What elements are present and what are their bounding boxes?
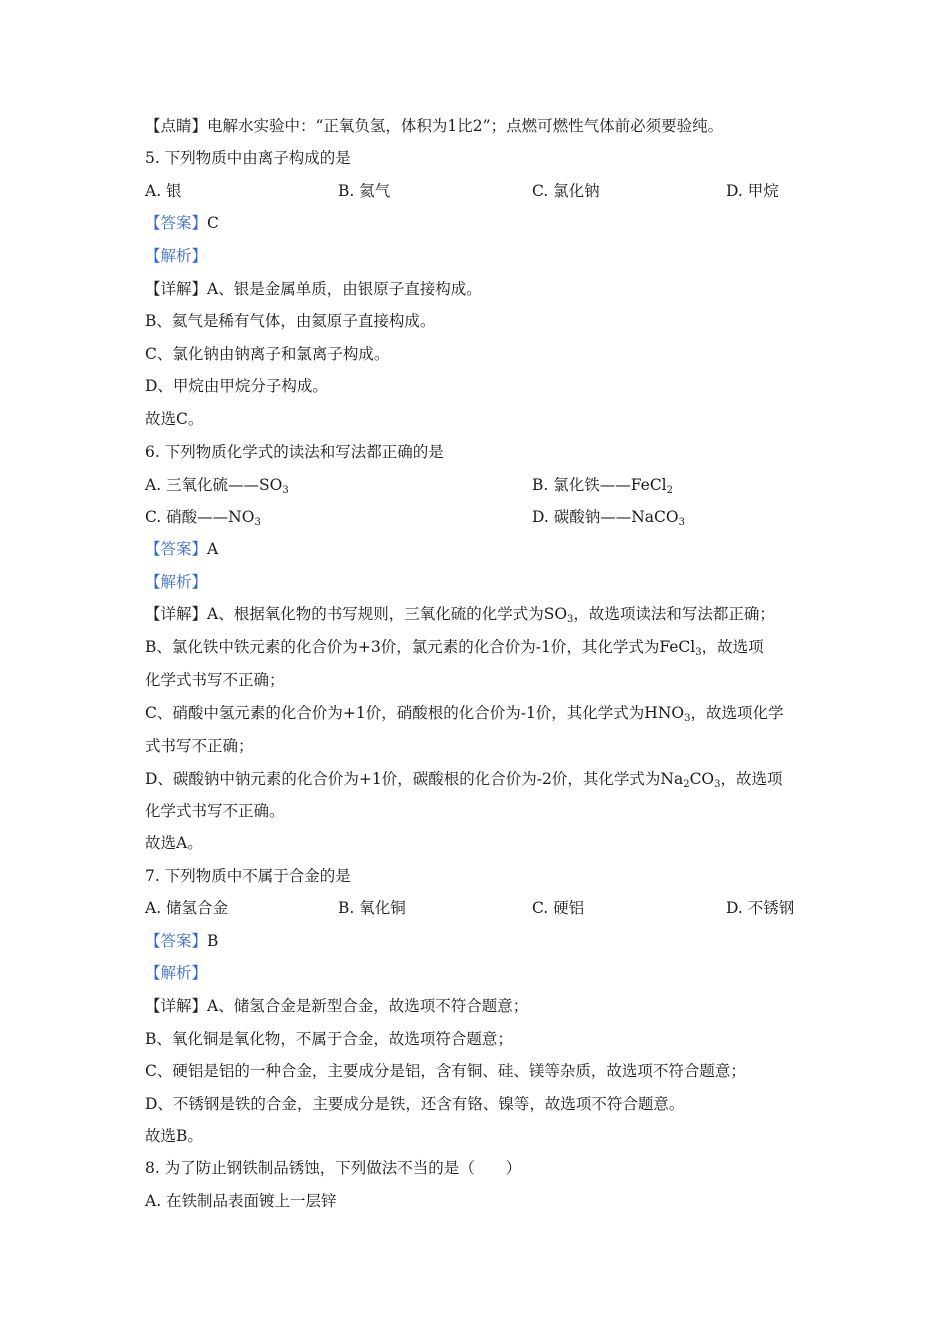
question-6: 6. 下列物质化学式的读法和写法都正确的是 (145, 443, 444, 461)
q5-explain-2: B、氦气是稀有气体，由氦原子直接构成。 (145, 312, 436, 330)
answer-value: A (207, 540, 219, 558)
q5-explain-3: C、氯化钠由钠离子和氯离子构成。 (145, 345, 390, 363)
answer-tag: 【答案】 (145, 214, 208, 232)
q6-explain-3: C、硝酸中氢元素的化合价为+1价，硝酸根的化合价为-1价，其化学式为$HNO_3$，故选项化学 (145, 704, 784, 724)
q7-explain-1: 【详解】A、储氢合金是新型合金，故选项不符合题意； (145, 997, 529, 1015)
q6-explain-1: 【详解】A、根据氧化物的书写规则，三氧化硫的化学式为$SO_3$，故选项读法和写法都正确； (145, 605, 775, 625)
q7-option-b: B. 氧化铜 (338, 899, 406, 917)
dianjing-line: 【点睛】电解水实验中：“正氧负氢，体积为1比2”；点燃可燃性气体前必须要验纯。 (145, 117, 724, 135)
q6-conclusion: 故选A。 (145, 834, 203, 852)
question-5: 5. 下列物质中由离子构成的是 (145, 149, 351, 167)
q7-conclusion: 故选B。 (145, 1127, 203, 1145)
q6-option-b: B. 氯化铁——FeCl$_2$ (532, 476, 674, 496)
q6-option-c: C. 硝酸$——NO_3$ (145, 508, 261, 528)
q5-analysis-tag: 【解析】 (145, 247, 208, 265)
q6-analysis-tag: 【解析】 (145, 573, 208, 591)
q6-option-a: A. 三氧化硫$——SO_3$ (145, 476, 289, 496)
q5-answer (145, 212, 219, 234)
q6-explain-2-cont: 化学式书写不正确； (145, 671, 285, 689)
q6-answer (145, 538, 218, 560)
q6-explain-2: B、氯化铁中铁元素的化合价为+3价，氯元素的化合价为-1价，其化学式为FeCl$_3$，故选项 (145, 638, 764, 658)
q7-option-d: D. 不锈钢 (726, 899, 795, 917)
q7-analysis-tag: 【解析】 (145, 964, 208, 982)
q5-option-d: D. 甲烷 (726, 182, 779, 200)
answer-tag: 【答案】 (145, 540, 208, 558)
q7-option-a: A. 储氢合金 (145, 899, 229, 917)
q6-explain-3-cont: 式书写不正确； (145, 737, 254, 755)
q5-option-a: A. 银 (145, 182, 182, 200)
q5-option-c: C. 氯化钠 (532, 182, 600, 200)
q7-answer (145, 930, 218, 952)
q5-explain-1: 【详解】A、银是金属单质，由银原子直接构成。 (145, 280, 482, 298)
q6-explain-4: D、碳酸钠中钠元素的化合价为+1价，碳酸根的化合价为-2价，其化学式为$Na_2CO_3$，故选项 (145, 770, 783, 790)
q8-option-a: A. 在铁制品表面镀上一层锌 (145, 1192, 337, 1210)
q7-explain-2: B、氧化铜是氧化物，不属于合金，故选项符合题意； (145, 1030, 513, 1048)
q7-explain-3: C、硬铝是铝的一种合金，主要成分是铝，含有铜、硅、镁等杂质，故选项不符合题意； (145, 1062, 746, 1080)
q6-explain-4-cont: 化学式书写不正确。 (145, 802, 285, 820)
answer-value: C (207, 214, 219, 232)
q6-option-d: D. 碳酸钠——NaCO$_3$ (532, 508, 685, 528)
question-8: 8. 为了防止钢铁制品锈蚀，下列做法不当的是（ ） (145, 1159, 522, 1177)
q5-explain-4: D、甲烷由甲烷分子构成。 (145, 377, 328, 395)
answer-value: B (207, 932, 219, 950)
answer-tag: 【答案】 (145, 932, 208, 950)
question-7: 7. 下列物质中不属于合金的是 (145, 867, 351, 885)
q7-option-c: C. 硬铝 (532, 899, 585, 917)
q7-explain-4: D、不锈钢是铁的合金，主要成分是铁，还含有铬、镍等，故选项不符合题意。 (145, 1095, 685, 1113)
q5-option-b: B. 氦气 (338, 182, 391, 200)
q5-conclusion: 故选C。 (145, 410, 204, 428)
